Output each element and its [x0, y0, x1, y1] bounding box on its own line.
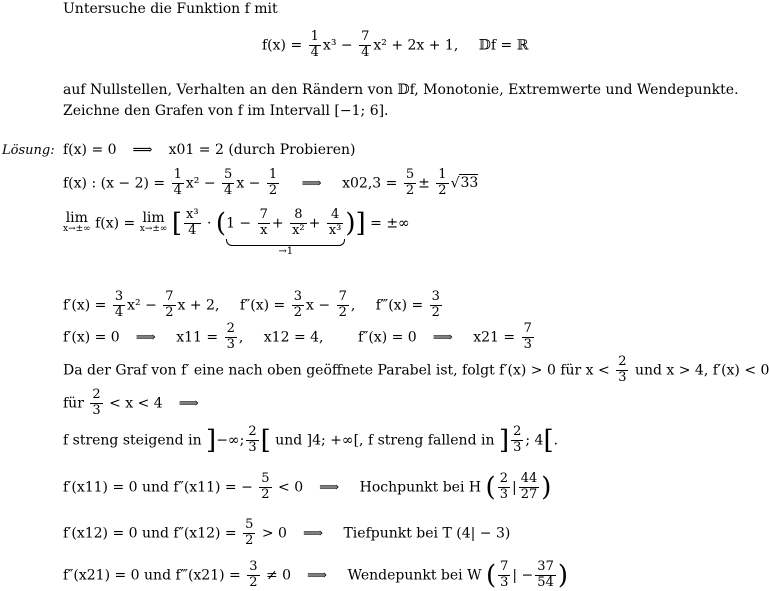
solution-label: Lösung: [2, 143, 55, 158]
task-line-1: auf Nullstellen, Verhalten an den Rändern von 𝔻f, Monotonie, Extremwerte und Wendepunkte. [63, 82, 739, 98]
solution-line-limit: lim x→±∞ f(x) = lim x→±∞ [ $\frac{\text{x³}}{4}$ · (1 − $\frac{7}{x}$ + $\frac{8}{\text{x²}}$ + $\frac{4}{\text{x³}}$ →1 )] = ±∞ [63, 207, 410, 257]
solution-text-line-2: für $\frac{2}{3}$ < x < 4 ⟹ [63, 387, 199, 418]
intro-text: Untersuche die Funktion f mit [63, 1, 278, 17]
solution-line-division: f(x) : (x − 2) = $\frac{1}{4}$ x² − $\frac{5}{4}$ x − $\frac{1}{2}$ ⟹ x02,3 = $\frac{5}{2}$ ± $\frac{1}{2}$ √33 [63, 167, 479, 198]
solution-line-minimum: f′(x12) = 0 und f″(x12) = $\frac{5}{2}$ > 0 ⟹ Tiefpunkt bei T (4| − 3) [63, 517, 511, 548]
solution-line-derivatives: f′(x) = $\frac{3}{4}$ x² − $\frac{7}{2}$ x + 2, f″(x) = $\frac{3}{2}$ x − $\frac{7}{2}$ , f‴(x) = $\frac{3}{2}$ [63, 289, 440, 320]
solution-line-maximum: f′(x11) = 0 und f″(x11) = − $\frac{5}{2}$ < 0 ⟹ Hochpunkt bei H ( $\frac{2}{3}$ | $\frac{44}{27}$ ) [63, 471, 552, 503]
function-definition: f(x) = $\frac{1}{4}$ x³ − $\frac{7}{4}$ x² + 2x + 1, 𝔻f = ℝ [262, 29, 529, 60]
solution-line-roots: f′(x) = 0 ⟹ x11 = $\frac{2}{3}$ , x12 = 4, f″(x) = 0 ⟹ x21 = $\frac{7}{3}$ [63, 321, 532, 352]
task-line-2: Zeichne den Grafen von f im Intervall [−1; 6]. [63, 103, 389, 119]
solution-text-line-1: Da der Graf von f′ eine nach oben geöffnete Parabel ist, folgt f′(x) > 0 für x < $\frac{2}{3}$ und x > 4, f′(x) < 0 [63, 354, 769, 385]
solution-line-monotony: f streng steigend in ]−∞; $\frac{2}{3}$ [ und ]4; +∞[, f streng fallend in ] $\frac{2}{3}$ ; 4[. [63, 424, 559, 456]
solution-line-zero: f(x) = 0 ⟹ x01 = 2 (durch Probieren) [63, 142, 356, 158]
solution-line-inflection: f″(x21) = 0 und f‴(x21) = $\frac{3}{2}$ ≠ 0 ⟹ Wendepunkt bei W ( $\frac{7}{3}$ | − $\frac{37}{54}$ ) [63, 559, 568, 591]
